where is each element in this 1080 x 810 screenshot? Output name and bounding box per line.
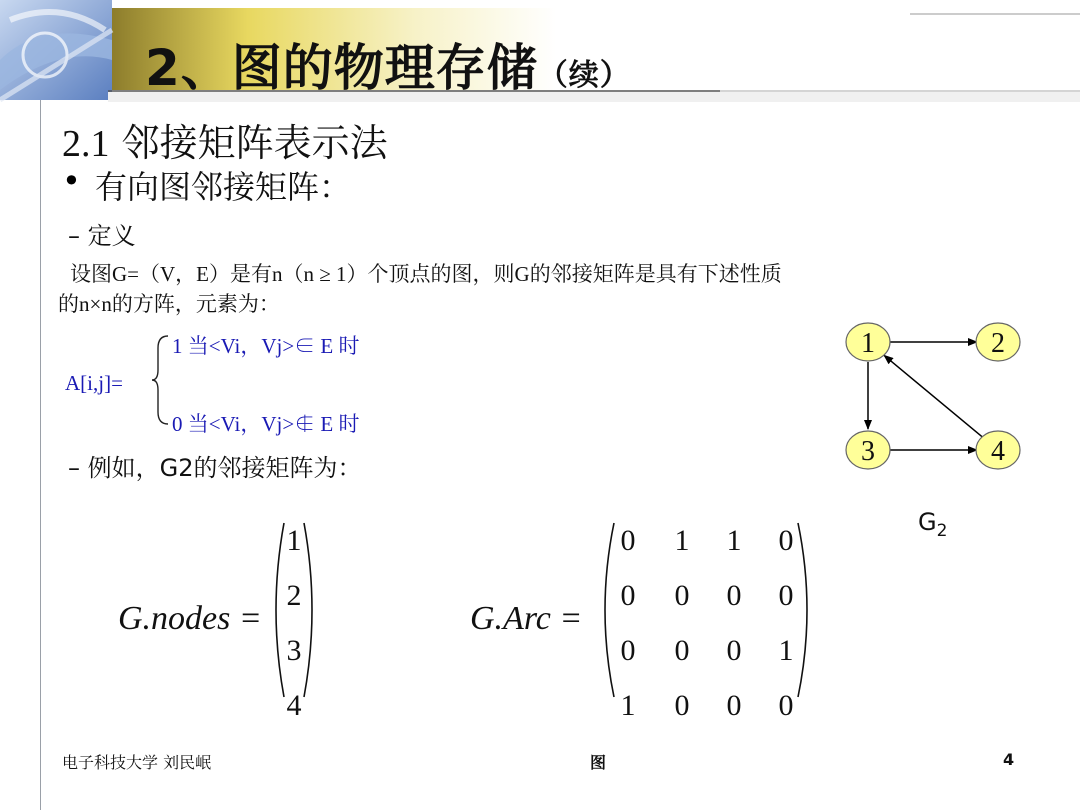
nodes-right-paren: [304, 523, 312, 697]
bullet-icon: •: [62, 162, 81, 200]
graph-label-subscript: 2: [936, 520, 948, 541]
example-text: – 例如，G2的邻接矩阵为：: [68, 454, 362, 482]
definition-line-1: 设图G=（V，E）是有n（n ≥ 1）个顶点的图，则G的邻接矩阵是具有下述性质: [70, 262, 782, 286]
formula-lhs: A[i,j]=: [65, 371, 123, 395]
bullet-text: 有向图邻接矩阵：: [95, 168, 352, 206]
nodes-left-paren: [276, 523, 284, 697]
nodes-matrix-label: G.nodes =: [118, 600, 262, 637]
graph-label-base: G: [918, 508, 937, 536]
slide-title-suffix: （续）: [537, 58, 631, 93]
graph-node-label: 4: [991, 436, 1005, 467]
arc-left-paren: [605, 523, 614, 697]
page-number: 4: [1003, 750, 1015, 769]
arc-matrix-cell: 0: [620, 634, 636, 667]
section-heading: [62, 112, 388, 167]
footer-topic: 图: [590, 753, 607, 772]
definition-heading: – 定义: [68, 222, 136, 250]
nodes-matrix-cell: 1: [286, 524, 302, 557]
arc-matrix-cell: 1: [674, 524, 690, 557]
slide-title: [145, 28, 631, 100]
arc-right-paren: [798, 523, 807, 697]
section-number: 2.1: [62, 123, 110, 165]
arc-matrix-cell: 0: [726, 634, 742, 667]
arc-matrix-cell: 0: [674, 579, 690, 612]
matrices: [0, 505, 1080, 725]
formula-case-1: 1 当<Vi，Vj>∈ E 时: [172, 334, 360, 358]
graph-edge-4-1: [884, 355, 982, 437]
graph-node-label: 2: [991, 328, 1005, 359]
graph-node-label: 3: [861, 436, 875, 467]
formula-case-0: 0 当<Vi，Vj>∉ E 时: [172, 412, 360, 436]
arc-matrix-cell: 1: [726, 524, 742, 557]
nodes-matrix-cell: 4: [286, 689, 302, 722]
graph-node-label: 1: [861, 328, 875, 359]
left-brace: [150, 334, 172, 426]
arc-matrix-cell: 1: [778, 634, 794, 667]
arc-matrix-cell: 0: [778, 689, 794, 722]
definition-line-2: 的n×n的方阵，元素为：: [58, 292, 280, 316]
arc-matrix-cell: 0: [726, 579, 742, 612]
arc-matrix-cell: 0: [674, 634, 690, 667]
section-title: 邻接矩阵表示法: [109, 121, 388, 165]
slide-title-main: 2、图的物理存储: [145, 39, 538, 97]
arc-matrix-cell: 0: [726, 689, 742, 722]
nodes-matrix-cell: 2: [286, 579, 302, 612]
arc-matrix-cell: 0: [778, 579, 794, 612]
arc-matrix-cell: 0: [620, 524, 636, 557]
footer-author: 电子科技大学 刘民岷: [62, 753, 212, 772]
graph-g2: [820, 300, 1030, 490]
nodes-matrix-cell: 3: [286, 634, 302, 667]
arc-matrix-cell: 0: [778, 524, 794, 557]
arc-matrix-cell: 1: [620, 689, 636, 722]
arc-matrix-cell: 0: [620, 579, 636, 612]
arc-matrix-label: G.Arc =: [470, 600, 583, 637]
arc-matrix-cell: 0: [674, 689, 690, 722]
